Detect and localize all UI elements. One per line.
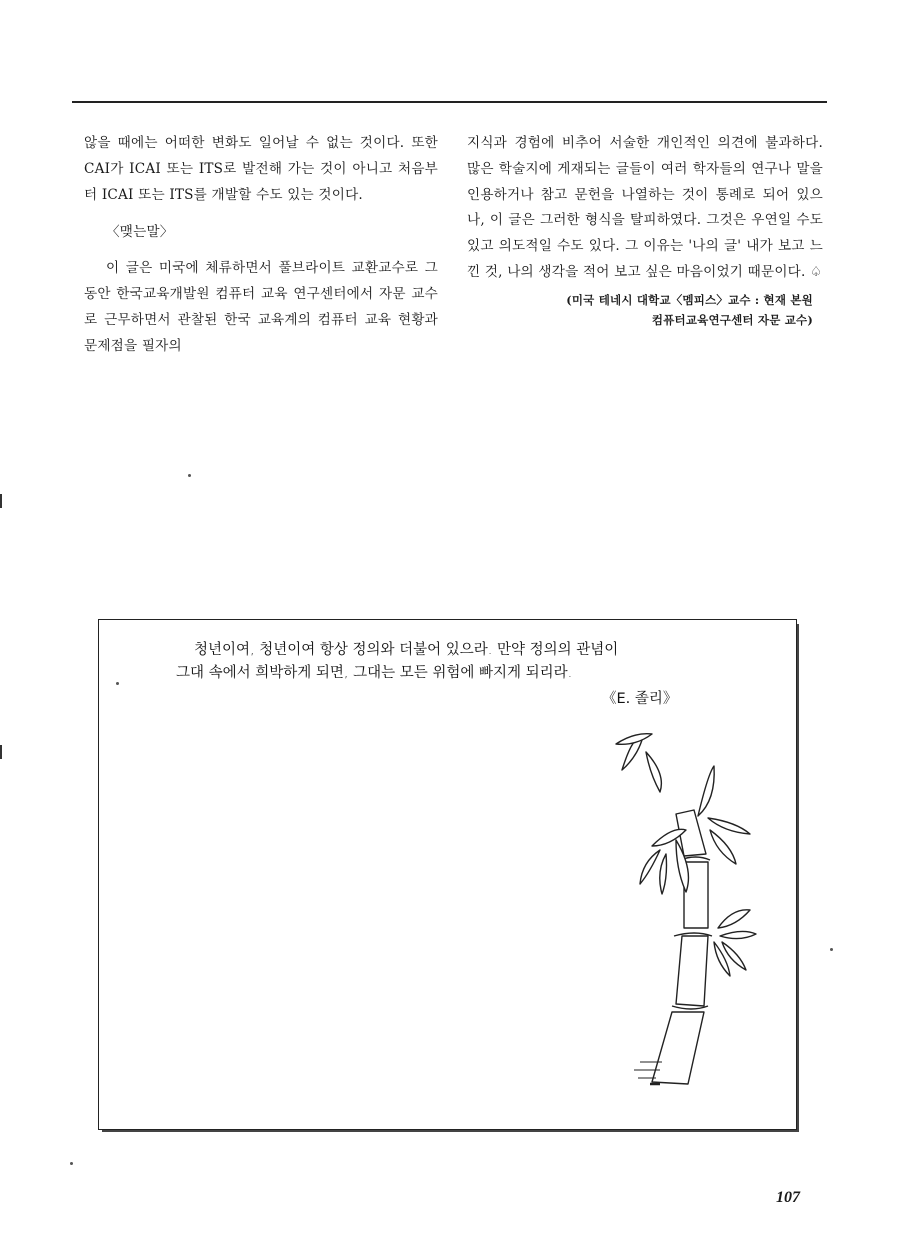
left-paragraph-2: 이 글은 미국에 체류하면서 풀브라이트 교환교수로 그동안 한국교육개발원 컴퓨터 교육 연구센터에서 자문 교수로 근무하면서 관찰된 한국 교육계의 컴퓨터 교육 현황과 문제점을 필자의 [84, 260, 438, 354]
quote-line-1: 청년이여, 청년이여 항상 정의와 더불어 있으라. 만약 정의의 관념이 [194, 642, 619, 658]
top-rule [72, 101, 827, 103]
right-paragraph-text: 지식과 경험에 비추어 서술한 개인적인 의견에 불과하다. 많은 학술지에 게재되는 글들이 여러 학자들의 연구나 말을 인용하거나 참고 문헌을 나열하는 것이 통례로 되어 있으나, 이 글은 그러한 형식을 탈피하였다. 그것은 우연일 수도 있고 의도적일 수도 있다. 그 이유는 '나의 글' 내가 보고 느낀 것, 나의 생각을 적어 보고 싶은 마음이었기 때문이다. [467, 135, 823, 280]
quote-attribution: 《E. 졸리》 [602, 691, 678, 707]
margin-mark [0, 745, 2, 759]
box-shadow [102, 1130, 799, 1132]
left-column [84, 131, 438, 359]
end-mark-icon: ♤ [810, 263, 823, 280]
quote-text [176, 639, 618, 685]
scan-speck [188, 474, 191, 477]
section-heading: 〈맺는말〉 [106, 224, 174, 241]
scan-speck [70, 1162, 73, 1165]
affiliation-line-2: 컴퓨터교육연구센터 자문 교수) [651, 312, 813, 327]
quote-line-2: 그대 속에서 희박하게 되면, 그대는 모든 위험에 빠지게 되리라. [176, 665, 573, 681]
box-shadow [797, 624, 799, 1132]
scan-speck [830, 948, 833, 951]
affiliation-line-1: (미국 테네시 대학교〈멤피스〉교수 : 현재 본원 [566, 292, 813, 307]
author-affiliation [467, 290, 823, 330]
margin-mark [0, 494, 2, 508]
scan-speck [116, 682, 119, 685]
right-paragraph-1 [467, 131, 823, 286]
page-number: 107 [776, 1189, 800, 1206]
bamboo-illustration [600, 722, 770, 1092]
left-paragraph-1: 않을 때에는 어떠한 변화도 일어날 수 없는 것이다. 또한 CAI가 ICAI 또는 ITS로 발전해 가는 것이 아니고 처음부터 ICAI 또는 ITS를 개발할 수도 있는 것이다. [84, 135, 438, 203]
right-column [467, 131, 823, 330]
